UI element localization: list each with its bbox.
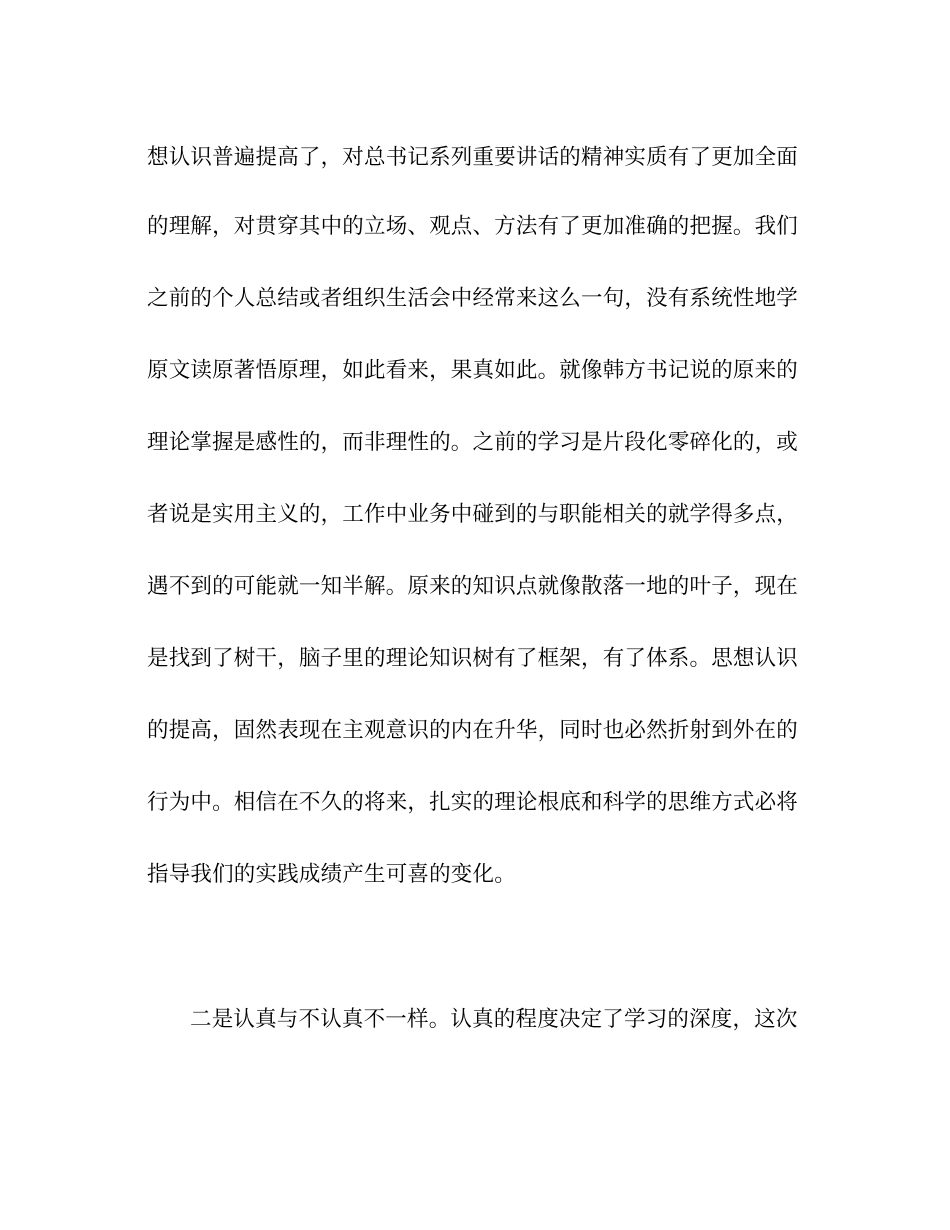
text-line: 行为中。相信在不久的将来，扎实的理论根底和科学的思维方式必将	[147, 790, 799, 815]
text-line: 的提高，固然表现在主观意识的内在升华，同时也必然折射到外在的	[147, 718, 799, 743]
text-line: 的理解，对贯穿其中的立场、观点、方法有了更加准确的把握。我们	[147, 214, 799, 239]
text-line: 理论掌握是感性的，而非理性的。之前的学习是片段化零碎化的，或	[147, 430, 799, 455]
text-line: 遇不到的可能就一知半解。原来的知识点就像散落一地的叶子，现在	[147, 574, 799, 599]
text-line: 原文读原著悟原理，如此看来，果真如此。就像韩方书记说的原来的	[147, 358, 799, 383]
text-line: 二是认真与不认真不一样。认真的程度决定了学习的深度，这次	[190, 1007, 798, 1032]
text-line: 指导我们的实践成绩产生可喜的变化。	[147, 862, 516, 887]
text-line: 者说是实用主义的，工作中业务中碰到的与职能相关的就学得多点，	[147, 502, 799, 527]
text-line: 之前的个人总结或者组织生活会中经常来这么一句，没有系统性地学	[147, 286, 799, 311]
text-line: 想认识普遍提高了，对总书记系列重要讲话的精神实质有了更加全面	[147, 145, 799, 170]
text-line: 是找到了树干，脑子里的理论知识树有了框架，有了体系。思想认识	[147, 646, 799, 671]
